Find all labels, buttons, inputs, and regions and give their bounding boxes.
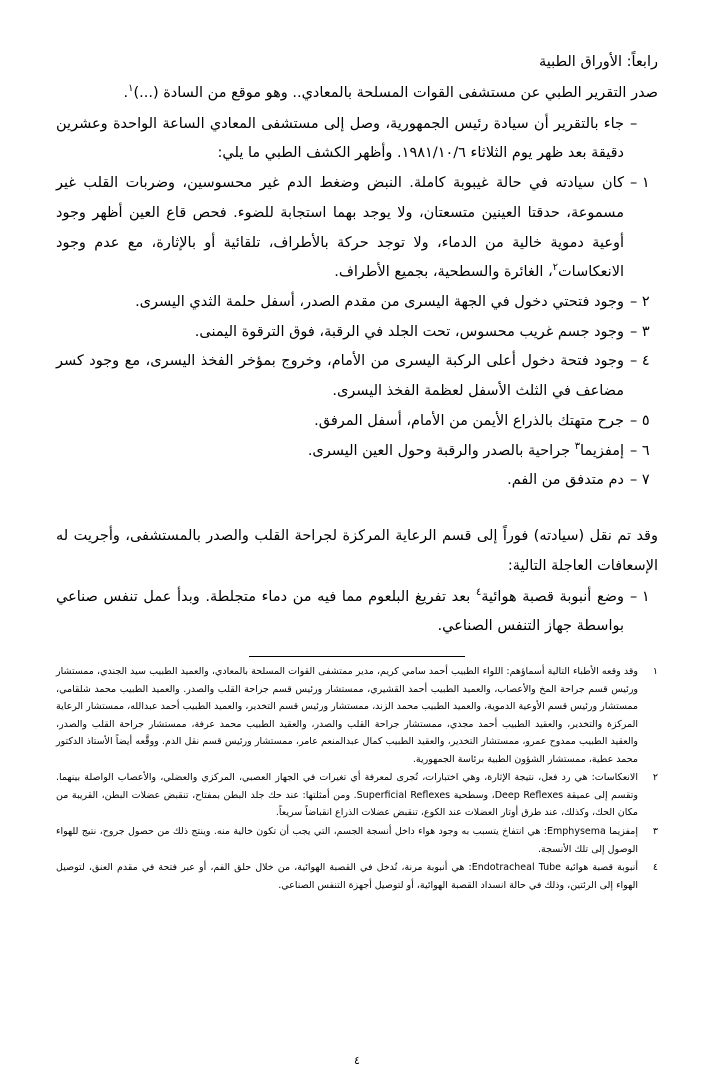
transfer-paragraph: وقد تم نقل (سيادته) فوراً إلى قسم الرعاية المركزة لجراحة القلب والصدر بالمستشفى، وأجريت له الإسعافات العاجلة التالية:	[56, 528, 658, 574]
list-marker: –	[630, 115, 638, 132]
list-text: دم متدفق من الفم.	[507, 472, 624, 489]
footnote-number: ٤	[652, 862, 658, 874]
emergency-list	[56, 583, 658, 642]
list-text: وجود فتحة دخول أعلى الركبة اليسرى من الأمام، وخروج بمؤخر الفخذ اليسرى، مع وجود كسر مضاعف في الثلث الأسفل لعظمة الفخذ اليسرى.	[56, 353, 624, 400]
list-text: جاء بالتقرير أن سيادة رئيس الجمهورية، وصل إلى مستشفى المعادي الساعة الواحدة وعشرين دقيقة بعد ظهر يوم الثلاثاء ١٩٨١/١٠/٦. وأظهر الكشف الطبي ما يلي:	[56, 115, 624, 162]
footnote	[56, 823, 658, 858]
footnote-ref-2: ٢	[552, 262, 559, 274]
footnote-ref-1: ١	[128, 83, 134, 95]
list-text: وجود فتحتي دخول في الجهة اليسرى من مقدم الصدر، أسفل حلمة الثدي اليسرى.	[135, 294, 624, 311]
list-marker: ١ –	[630, 588, 650, 605]
report-intro-list	[56, 110, 658, 169]
intro-text: صدر التقرير الطبي عن مستشفى القوات المسلحة بالمعادي.. وهو موقع من السادة (...)	[133, 85, 658, 101]
footnotes-section	[56, 663, 658, 894]
list-item	[56, 110, 658, 169]
footnote-text: الانعكاسات: هي رد فعل، نتيجة الإثارة، وهي اختبارات، تُجرى لمعرفة أي تغيرات في الجهاز العصبي، المركزي والعضلي، والأعصاب الواصلة بينهما. وتقسم إلى عميقة Deep Reflexes، وسطحية Superficial Reflexes. ومن أمثلتها: عند حك جلد البطن بمفتاح، تنقبض عضلات البطن، القريبة من مكان الحك، وكذلك، عند طرق أوتار العضلات عند الكوع، تنقبض عضلات الذراع انقباضاً سريعاً.	[56, 772, 638, 819]
table-row	[56, 407, 658, 437]
finding-text-a: كان سيادته في حالة غيبوبة كاملة. النبض وضغط الدم غير محسوسين، وضربات القلب غير مسموعة، حدقتا العينين متسعتان، ولا يوجد بهما استجابة للضوء. فحص قاع العين أظهر وجود أوعية دموية خالية من الدماء، ولا توجد حركة بالأطراف، تلقائية أو بالإثارة، مع عدم وجود الانعكاسات	[56, 175, 624, 281]
list-text: وجود جسم غريب محسوس، تحت الجلد في الرقبة، فوق الترقوة اليمنى.	[194, 323, 624, 340]
intro-paragraph	[56, 79, 658, 109]
section-heading: رابعاً: الأوراق الطبية	[538, 54, 658, 70]
intro-tail: .	[123, 85, 129, 101]
footnote	[56, 663, 658, 768]
list-text	[56, 583, 624, 642]
list-marker: ٧ –	[630, 472, 650, 489]
list-marker: ٣ –	[630, 323, 650, 340]
finding-text-a: إمفزيما	[580, 442, 624, 459]
footnote	[56, 769, 658, 822]
finding-text-b: ، الغائرة والسطحية، بجميع الأطراف.	[334, 264, 553, 281]
emergency-text-b: بعد تفريغ البلعوم مما فيه من دماء متجلطة. وبدأ عمل تنفس صناعي بواسطة جهاز التنفس الصناعي.	[56, 588, 624, 635]
table-row	[56, 347, 658, 406]
list-text: جرح متهتك بالذراع الأيمن من الأمام، أسفل المرفق.	[314, 412, 624, 429]
footnote-text: وقد وقعه الأطباء التالية أسماؤهم: اللواء الطبيب أحمد سامي كريم، مدير ممتشفى القوات المسلحة بالمعادي، والعميد الطبيب سيد الجندي، ممستشار ورئيس قسم جراحة المخ والأعصاب، والعميد الطبيب أحمد القشيري، ممستشار ورئيس قسم جراحة القلب والصدر. والعميد الطبيب محمد شلقامي، ممستشار ورئيس قسم الأوعية الدموية، والعميد الطبيب محمد الزند، ممستشار ورئيس قسم التخدير، والعميد الطبيب أحمد عبدالله، ممستشار الرعاية المركزة والتخدير، والعقيد الطبيب أحمد مجدي، ممستشار جراحة القلب والصدر، والعقيد الطبيب محمد عرفة، ممستشار جراحة القلب والصدر، والعقيد الطبيب ممدوح عمرو، ممستشار التخدير، والعقيد الطبيب كمال عبدالمنعم عامر، ممستشار ورئيس قسم نقل الدم. ووقَّعه أيضاً الأستاذ الدكتور محمد عطية، ممستشار الشؤون الطبية برئاسة الجمهورية.	[56, 665, 638, 765]
findings-list	[56, 169, 658, 496]
list-marker: ١ –	[630, 175, 650, 192]
footnote	[56, 859, 658, 894]
footnote-number: ٣	[652, 826, 658, 837]
list-marker: ٤ –	[630, 353, 650, 370]
footnote-text: أنبوبة قصبة هوائية Endotracheal Tube: هي أنبوبة مرنة، تُدخل في القصبة الهوائية، من خلال حلق الفم، أو عبر فتحة في مقدم العنق، لتوصيل الهواء إلى الرئتين، وذلك في حالة انسداد القصبة الهوائية، أو لتوصيل أجهزة التنفس الصناعي.	[56, 862, 638, 891]
emergency-text-a: وضع أنبوبة قصبة هوائية	[481, 588, 624, 605]
finding-text-b: جراحية بالصدر والرقبة وحول العين اليسرى.	[307, 442, 575, 459]
table-row	[56, 288, 658, 318]
footnote-text: إمفزيما Emphysema: هي انتفاخ يتسبب به وجود هواء داخل أنسجة الجسم، التي يجب أن تكون خالية منه. وينتج ذلك من حصول جروح، نتيج للهواء الوصول إلى تلك الأنسجة.	[56, 826, 639, 855]
table-row	[56, 466, 658, 496]
footnote-ref-4: ٤	[475, 586, 482, 598]
footnote-number: ١	[652, 665, 658, 677]
footnote-ref-3: ٣	[574, 440, 581, 452]
footnote-separator	[249, 656, 466, 657]
page-number: ٤	[354, 1054, 360, 1067]
table-row	[56, 583, 658, 642]
list-marker: ٥ –	[630, 412, 650, 429]
list-text	[56, 169, 624, 288]
table-row	[56, 169, 658, 288]
list-marker: ٢ –	[630, 294, 650, 311]
list-marker: ٦ –	[630, 442, 650, 459]
list-text	[56, 437, 624, 467]
table-row	[56, 318, 658, 348]
paragraph-spacer	[56, 496, 658, 522]
footnote-number: ٢	[652, 772, 658, 784]
table-row	[56, 437, 658, 467]
